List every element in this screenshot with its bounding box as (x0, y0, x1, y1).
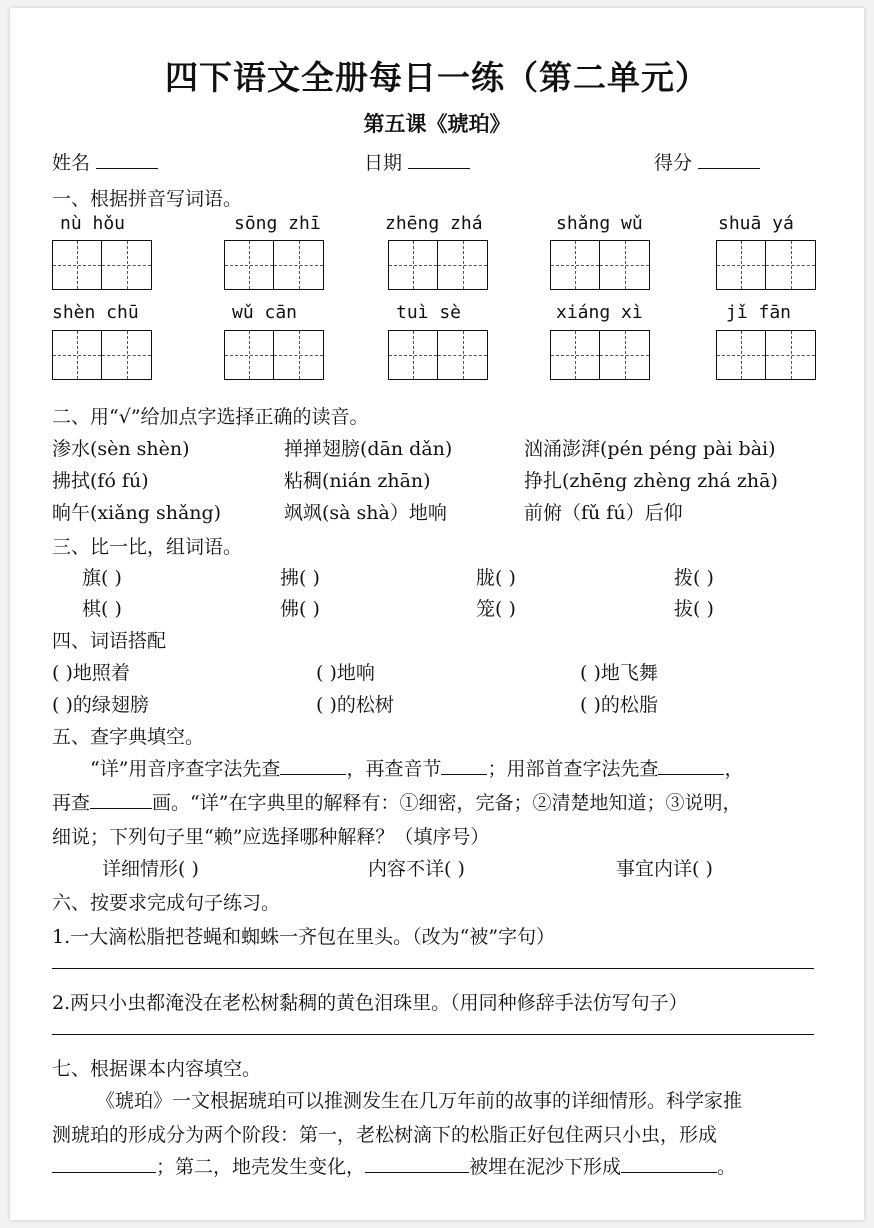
reading-choice[interactable]: 前俯（fǔ fú）后仰 (524, 502, 683, 524)
score-label: 得分 (654, 152, 693, 174)
fill-blank[interactable] (621, 1156, 717, 1173)
word-blank[interactable]: 棋( ) (82, 598, 122, 620)
phrase-blank[interactable]: ( )的松树 (316, 694, 394, 716)
word-blank[interactable]: 拂( ) (280, 567, 320, 589)
text: 再查 (52, 792, 91, 814)
phrase-blank[interactable]: ( )地照着 (52, 662, 130, 684)
worksheet-page (10, 8, 864, 1220)
fill-blank[interactable] (90, 792, 152, 809)
reading-choice[interactable]: 飒飒(sà shà）地响 (284, 502, 447, 524)
date-label: 日期 (364, 152, 403, 174)
writing-grid[interactable] (388, 330, 488, 380)
reading-choice[interactable]: 挣扎(zhēng zhèng zhá zhā) (524, 470, 778, 492)
pinyin-label: tuì sè (396, 302, 462, 323)
word-blank[interactable]: 旗( ) (82, 567, 122, 589)
phrase-blank[interactable]: ( )的松脂 (580, 694, 658, 716)
fill-blank[interactable] (52, 1156, 156, 1173)
phrase-blank[interactable]: ( )的绿翅膀 (52, 694, 149, 716)
pinyin-label: shǎng wǔ (556, 213, 643, 234)
reading-choice[interactable]: 粘稠(nián zhān) (284, 470, 431, 492)
name-field[interactable] (52, 148, 158, 175)
word-blank[interactable]: 佛( ) (280, 598, 320, 620)
dictionary-line-2 (52, 788, 741, 815)
text: 。 (717, 1156, 737, 1178)
pinyin-label: jǐ fān (726, 302, 792, 323)
fill-blank[interactable] (441, 758, 487, 775)
date-field[interactable] (364, 148, 470, 175)
section-6-heading: 六、按要求完成句子练习。 (52, 892, 281, 914)
fill-blank[interactable] (280, 758, 346, 775)
score-field[interactable] (654, 148, 760, 175)
word-blank[interactable]: 拨( ) (674, 567, 714, 589)
text: ；用部首查字法先查 (487, 758, 659, 780)
pinyin-label: shèn chū (52, 302, 139, 323)
phrase-blank[interactable]: ( )地响 (316, 662, 375, 684)
text: 画。“详”在字典里的解释有：①细密，完备；②清楚地知道；③说明， (152, 792, 742, 814)
dictionary-line-3: 细说；下列句子里“赖”应选择哪种解释？（填序号） (52, 826, 490, 848)
writing-grid[interactable] (52, 240, 152, 290)
paragraph-line: 《琥珀》一文根据琥珀可以推测发生在几万年前的故事的详细情形。科学家推 (96, 1090, 743, 1112)
pinyin-label: xiáng xì (556, 302, 643, 323)
fill-blank[interactable] (365, 1156, 469, 1173)
section-4-heading: 四、词语搭配 (52, 630, 167, 652)
section-2-heading: 二、用“√”给加点字选择正确的读音。 (52, 406, 369, 428)
answer-line[interactable] (52, 1034, 814, 1035)
section-5-heading: 五、查字典填空。 (52, 726, 205, 748)
writing-grid[interactable] (388, 240, 488, 290)
pinyin-label: wǔ cān (232, 302, 298, 323)
sentence-question-2: 2.两只小虫都淹没在老松树黏稠的黄色泪珠里。（用同种修辞手法仿写句子） (52, 992, 688, 1014)
pinyin-label: nù hǒu (60, 213, 126, 234)
writing-grid[interactable] (52, 330, 152, 380)
reading-choice[interactable]: 掸掸翅膀(dān dǎn) (284, 438, 453, 460)
meaning-choice[interactable]: 内容不详( ) (368, 858, 465, 880)
text: “详”用音序查字法先查 (90, 758, 281, 780)
paragraph-fill-line (52, 1152, 736, 1179)
section-3-heading: 三、比一比，组词语。 (52, 536, 243, 558)
answer-line[interactable] (52, 968, 814, 969)
section-7-heading: 七、根据课本内容填空。 (52, 1058, 262, 1080)
meaning-choice[interactable]: 详细情形( ) (102, 858, 199, 880)
phrase-blank[interactable]: ( )地飞舞 (580, 662, 658, 684)
writing-grid[interactable] (550, 240, 650, 290)
pinyin-label: shuā yá (718, 213, 794, 234)
text: 被埋在泥沙下形成 (469, 1156, 622, 1178)
reading-choice[interactable]: 渗水(sèn shèn) (52, 438, 190, 460)
sentence-question-1: 1.一大滴松脂把苍蝇和蜘蛛一齐包在里头。（改为“被”字句） (52, 926, 556, 948)
pinyin-label: sōng zhī (234, 213, 321, 234)
pinyin-label: zhēng zhá (385, 213, 483, 234)
word-blank[interactable]: 胧( ) (476, 567, 516, 589)
page-title: 四下语文全册每日一练（第二单元） (165, 58, 709, 97)
text: ；第二，地壳发生变化， (156, 1156, 366, 1178)
text: ， (724, 758, 744, 780)
reading-choice[interactable]: 汹涌澎湃(pén péng pài bài) (524, 438, 776, 460)
meaning-choice[interactable]: 事宜内详( ) (616, 858, 713, 880)
writing-grid[interactable] (224, 330, 324, 380)
reading-choice[interactable]: 晌午(xiǎng shǎng) (52, 502, 222, 524)
paragraph-line: 测琥珀的形成分为两个阶段：第一，老松树滴下的松脂正好包住两只小虫，形成 (52, 1124, 718, 1146)
writing-grid[interactable] (550, 330, 650, 380)
writing-grid[interactable] (716, 240, 816, 290)
text: ，再查音节 (346, 758, 442, 780)
section-1-heading: 一、根据拼音写词语。 (52, 188, 243, 210)
fill-blank[interactable] (658, 758, 724, 775)
lesson-title: 第五课《琥珀》 (363, 111, 511, 136)
name-label: 姓名 (52, 152, 91, 174)
writing-grid[interactable] (224, 240, 324, 290)
dictionary-line-1 (90, 754, 743, 781)
word-blank[interactable]: 笼( ) (476, 598, 516, 620)
word-blank[interactable]: 拔( ) (674, 598, 714, 620)
reading-choice[interactable]: 拂拭(fó fú) (52, 470, 149, 492)
writing-grid[interactable] (716, 330, 816, 380)
